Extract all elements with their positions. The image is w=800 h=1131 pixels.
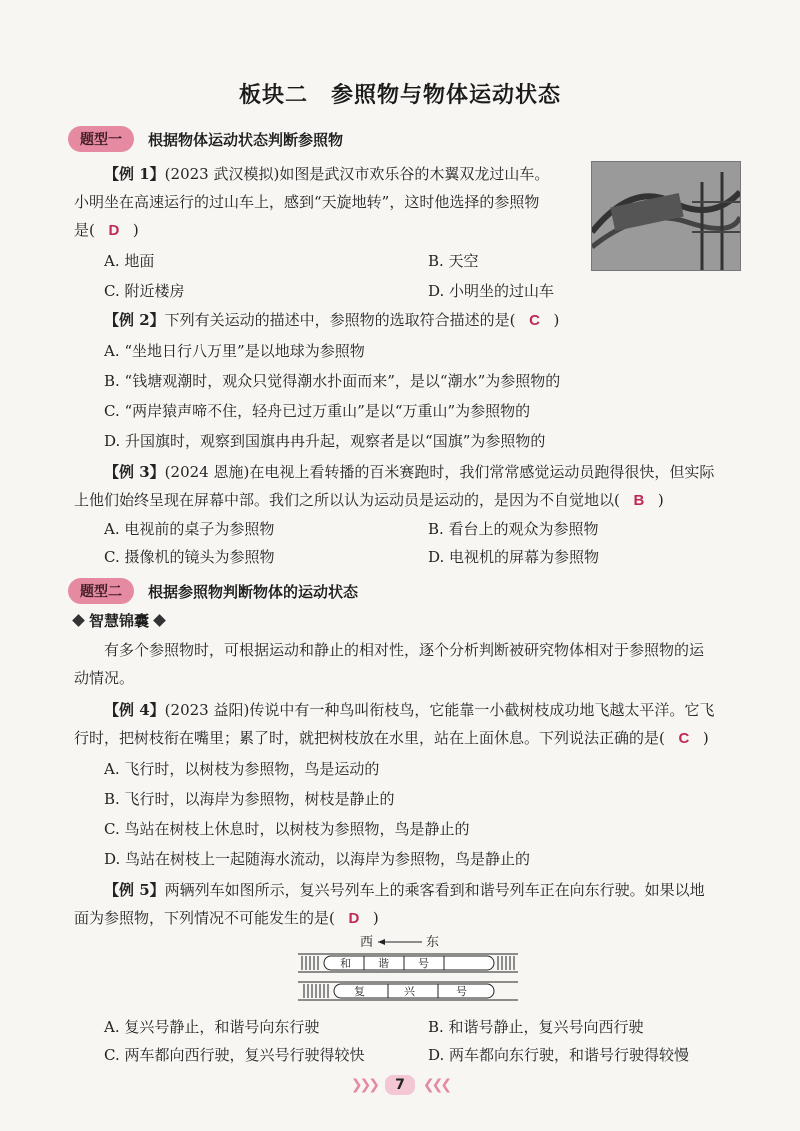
example-1-line-2: 小明坐在高速运行的过山车上，感到“天旋地转”，这时他选择的参照物 — [74, 193, 540, 211]
example-3-line-2: 上他们始终呈现在屏幕中部。我们之所以认为运动员是运动的，是因为不自觉地以( B ) — [74, 491, 664, 509]
option-a: A. “坐地日行八万里”是以地球为参照物 — [104, 342, 365, 360]
option-d: D. 鸟站在树枝上一起随海水流动，以海岸为参照物，鸟是静止的 — [104, 850, 531, 868]
chevron-left-icon: ❮❮❮ — [422, 1077, 450, 1093]
train-diagram — [298, 932, 518, 1012]
section-title: 根据物体运动状态判断参照物 — [148, 130, 344, 149]
example-tag: 【例 1】 — [104, 165, 165, 183]
answer-mark: B — [633, 492, 645, 509]
section-header-2 — [68, 578, 358, 604]
page-title: 板块二 参照物与物体运动状态 — [238, 83, 561, 108]
option-d: D. 升国旗时，观察到国旗冉冉升起，观察者是以“国旗”为参照物的 — [104, 432, 546, 450]
east-label: 东 — [426, 935, 440, 950]
example-5-line-2: 面为参照物，下列情况不可能发生的是( D ) — [74, 909, 379, 927]
tip-header: 智慧锦囊 — [74, 610, 164, 631]
option-d: D. 电视机的屏幕为参照物 — [428, 548, 600, 566]
west-label: 西 — [360, 935, 374, 950]
section-badge: 题型一 — [68, 126, 134, 152]
option-c: C. 鸟站在树枝上休息时，以树枝为参照物，鸟是静止的 — [104, 820, 470, 838]
option-a: A. 飞行时，以树枝为参照物，鸟是运动的 — [104, 760, 380, 778]
train1-char: 号 — [418, 957, 429, 970]
option-b: B. 天空 — [428, 252, 479, 270]
example-2-line-1: 【例 2】下列有关运动的描述中，参照物的选取符合描述的是( C ) — [104, 311, 560, 329]
option-d: D. 小明坐的过山车 — [428, 282, 555, 300]
answer-mark: D — [108, 222, 120, 239]
section-badge: 题型二 — [68, 578, 134, 604]
option-b: B. “钱塘观潮时，观众只觉得潮水扑面而来”，是以“潮水”为参照物的 — [104, 372, 561, 390]
roller-coaster-photo — [591, 161, 741, 271]
section-title: 根据参照物判断物体的运动状态 — [148, 582, 359, 601]
option-b: B. 看台上的观众为参照物 — [428, 520, 599, 538]
option-d: D. 两车都向东行驶，和谐号行驶得较慢 — [428, 1046, 690, 1064]
page-number: 7 — [385, 1075, 415, 1095]
answer-mark: D — [348, 910, 360, 927]
train1-char: 谐 — [378, 957, 389, 970]
tip-line-1: 有多个参照物时，可根据运动和静止的相对性，逐个分析判断被研究物体相对于参照物的运 — [104, 641, 705, 659]
example-1-line-1: 【例 1】(2023 武汉模拟)如图是武汉市欢乐谷的木翼双龙过山车。 — [104, 165, 550, 183]
option-b: B. 飞行时，以海岸为参照物，树枝是静止的 — [104, 790, 395, 808]
option-a: A. 复兴号静止，和谐号向东行驶 — [104, 1018, 320, 1036]
option-a: A. 地面 — [104, 252, 155, 270]
section-header-1 — [68, 126, 343, 152]
option-c: C. 摄像机的镜头为参照物 — [104, 548, 275, 566]
train2-char: 号 — [456, 985, 467, 998]
chevron-right-icon: ❯❯❯ — [350, 1077, 378, 1093]
train1-char: 和 — [340, 957, 351, 970]
option-c: C. 附近楼房 — [104, 282, 185, 300]
example-3-line-1: 【例 3】(2024 恩施)在电视上看转播的百米赛跑时，我们常常感觉运动员跑得很快，但实际 — [104, 463, 715, 481]
train2-char: 兴 — [404, 985, 415, 998]
option-b: B. 和谐号静止，复兴号向西行驶 — [428, 1018, 644, 1036]
train2-char: 复 — [354, 985, 365, 998]
diamond-icon — [72, 614, 85, 627]
example-4-line-1: 【例 4】(2023 益阳)传说中有一种鸟叫衔枝鸟，它能靠一小截树枝成功地飞越太平洋。它飞 — [104, 701, 715, 719]
example-4-line-2: 行时，把树枝衔在嘴里；累了时，就把树枝放在水里，站在上面休息。下列说法正确的是( C ) — [74, 729, 709, 747]
option-a: A. 电视前的桌子为参照物 — [104, 520, 275, 538]
option-c: C. 两车都向西行驶，复兴号行驶得较快 — [104, 1046, 365, 1064]
option-c: C. “两岸猿声啼不住，轻舟已过万重山”是以“万重山”为参照物的 — [104, 402, 531, 420]
answer-mark: C — [678, 730, 690, 747]
example-1-line-3: 是( D ) — [74, 221, 139, 239]
tip-line-2: 动情况。 — [74, 669, 135, 687]
answer-mark: C — [529, 312, 540, 329]
diamond-icon — [153, 614, 166, 627]
example-5-line-1: 【例 5】两辆列车如图所示，复兴号列车上的乘客看到和谐号列车正在向东行驶。如果以地 — [104, 881, 705, 899]
page-footer — [0, 1075, 800, 1095]
